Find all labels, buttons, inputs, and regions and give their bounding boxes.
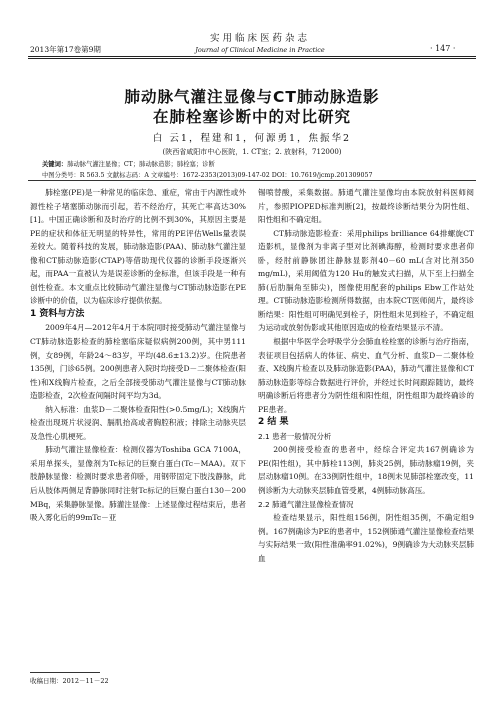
- section-heading-results: 2 结 果: [258, 417, 289, 428]
- keywords: [42, 159, 215, 168]
- intro-paragraph: 肺栓塞(PE)是一种常见的临床急、重症，常由于内源性或外源性栓子堵塞肺动脉而引起，若不经治疗，其死亡率高达30%[1]。中国正确诊断和及时治疗的比例不到30%，其原因主要是PE的症状和体征无明显的特异性，常用的PE评估Wells量表误差较大。随着科技的发展，肺动脉造影(PAA)、肺动脉气灌注显像和CT肺动脉造影(CTAP)等借助现代仪器的诊断手段逐渐兴起，而PAA一直被认为是误差诊断的金标准，但该手段是一种有创性检查。本文重点比较肺动气灌注显像与CT肺动脉造影在PE诊断中的价值，以为临床诊疗提供依据。: [30, 188, 246, 306]
- subsection-heading-2-1: 2.1 患者一般情况分析: [258, 431, 332, 441]
- keywords-label: 关键词：: [42, 161, 68, 168]
- methods-paragraph-5: CT肺动脉造影检查：采用philips brilliance 64排螺旋CT造影机，显像剂为非离子型对比剂碘海醇，检测时要求患者仰卧，经肘前静脉团注静脉显影剂40－60 mL(含对比剂350 mg/mL)，采用阈值为120 Hu的触发式扫描，从下至上扫描全肺(后肋膈角至肺尖)，图像使用配套的philips Ebw工作站处理。CT肺动脉造影检测所得数据，由本院CT医师阅片，最终诊断结果：阳性组可明确见到栓子，阴性组未见到栓子，不确定组为运动或放射伪影或其他原因造成的检查结果显示不清。: [258, 228, 474, 333]
- journal-header: [175, 30, 345, 54]
- article-title-line2: 在肺栓塞诊断中的对比研究: [152, 108, 351, 126]
- header-rule-thin: [28, 58, 476, 59]
- received-date: 收稿日期：2012－11－22: [30, 677, 109, 685]
- methods-paragraph-6: 根据中华医学会呼吸学分会肺血栓栓塞的诊断与治疗指南，表征项目包括病人的体征、病史、血气分析、血浆D－二聚体检查、X线胸片检查以及肺动脉造影(PAA)，肺动气灌注显像和CT肺动脉造影等综合数据进行评价，并经过长时间跟踪随访，最终明确诊断后将患者分为阴性组和阳性组，阴性组即为最终确诊的PE患者。: [258, 337, 474, 414]
- header-rule: [28, 56, 476, 57]
- journal-name-en: Journal of Clinical Medicine in Practice: [195, 46, 325, 54]
- section-heading-methods: 1 资料与方法: [30, 308, 85, 319]
- issue-info: 2013年第17卷第9期: [30, 45, 101, 54]
- methods-paragraph-4: 锡喷替酸，采集数据。肺通气灌注显像均由本院放射科医师阅片，参照PIOPED标准判断[2]，按最终诊断结果分为阴性组、阳性组和不确定组。: [258, 188, 474, 225]
- results-paragraph-1: 200例接受检查的患者中，经综合评定共167例确诊为PE(阳性组)，其中肺栓113例，肺炎25例，肺动脉瘤19例，夹层动脉瘤10例。在33例阴性组中，18例未见肺部栓塞改变，11例诊断为大动脉夹层肺血管受累，4例肺动脉高压。: [258, 445, 474, 496]
- classification-line: 中图分类号：R 563.5 文献标志码：A 文章编号：1672-2353(2013)09-147-02 DOI：10.7619/jcmp.201309057: [42, 172, 373, 179]
- methods-paragraph-1: 2009年4月—2012年4月于本院同时接受肺动气灌注显像与CT肺动脉造影检查的肺栓塞临床疑似病例200例，其中男111例，女89例，年龄24～83岁，平均(48.6±13.2)岁。住院患者135例，门诊65例。200例患者入院时均接受D－二聚体检查(阳性)和X线胸片检查，之后全部接受肺动气灌注显像与CT肺动脉造影检查，2次检查间隔时间平均为3d。: [30, 323, 246, 401]
- affiliation: (陕西省咸阳市中心医院，1. CT室；2. 放射科，712000): [162, 148, 342, 156]
- left-column: [30, 186, 246, 525]
- methods-paragraph-2: 纳入标准：血浆D－二聚体检查阳性(>0.5mg/L)；X线胸片检查出现斑片状浸润、膈肌抬高或者胸腔积液；排除主动脉夹层及急性心肌梗死。: [30, 404, 246, 441]
- right-column: [258, 186, 474, 565]
- subsection-heading-2-2: 2.2 肺通气灌注显像检查情况: [258, 499, 354, 509]
- page-number: · 147 ·: [430, 44, 456, 53]
- abstract-rule: [28, 180, 476, 181]
- methods-paragraph-3: 肺动气灌注显像检查：检测仪器为Toshiba GCA 7100A，采用单探头，显像剂为Tc标记的巨聚白蛋白(Tc－MAA)。双下肢静脉显像：检测时要求患者仰卧，用钢带固定下肢浅静脉，此后从肢体两侧足背静脉同时注射Tc标记的巨聚白蛋白130－200 MBq，采集静脉显像。肺灌注显像：上述显像过程结束后，患者吸入雾化后的99mTc－亚: [30, 445, 246, 523]
- footnote-rule: [30, 672, 100, 673]
- journal-name-cn: 实用临床医药杂志: [209, 33, 310, 44]
- results-paragraph-2: 检查结果显示，阳性组156例，阴性组35例，不确定组9例。167例确诊为PE的患者中，152例肺通气灌注显像检查结果与实际结果一致(阳性准确率91.02%)，9例确诊为大动脉夹层肺血: [258, 513, 474, 563]
- article-title-line1: 肺动脉气灌注显像与CT肺动脉造影: [124, 88, 380, 106]
- author-list: 白 云1，程建和1，何源勇1，焦振华2: [152, 133, 352, 144]
- keywords-text: 肺动脉气灌注显像；CT；肺动脉造影；肺栓塞；诊断: [67, 161, 215, 168]
